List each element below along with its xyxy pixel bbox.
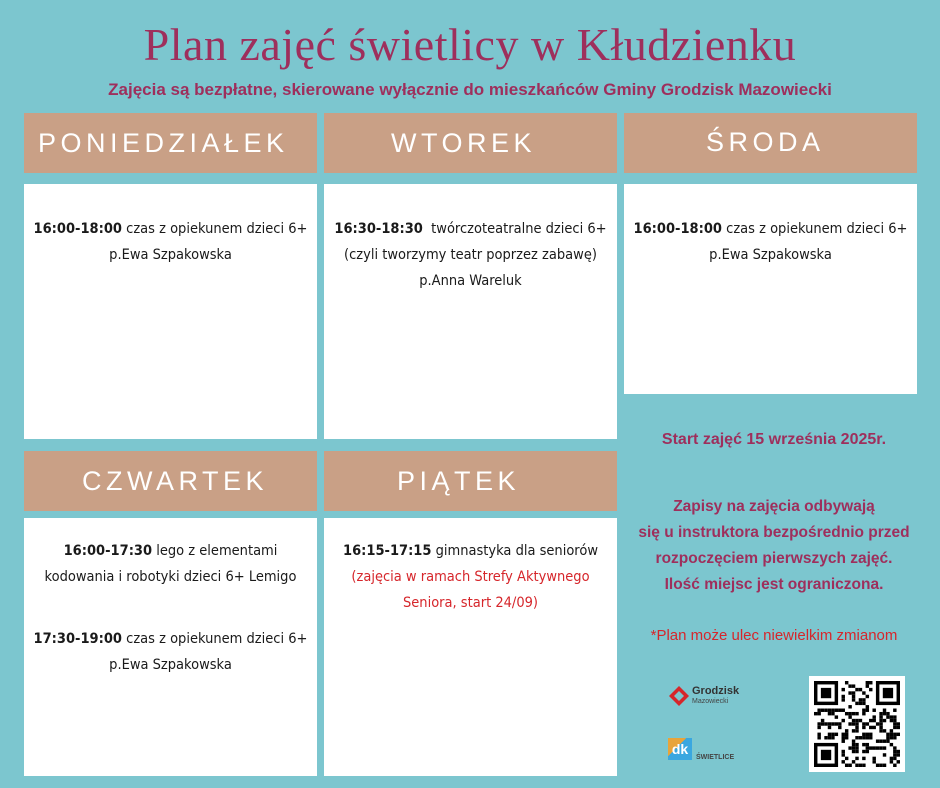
tuesday-card <box>324 184 617 439</box>
tuesday-label: WTOREK <box>391 127 537 158</box>
dk-logo-label: ŚWIETLICE <box>696 754 735 761</box>
entry-time: 16:00-18:00 <box>633 221 722 237</box>
entry-activity: czas z opiekunem dzieci 6+ <box>726 221 908 237</box>
dk-swietlice-logo <box>668 738 748 766</box>
entry-note: Seniora, start 24/09) <box>402 595 539 611</box>
monday-header <box>24 113 317 173</box>
schedule-entry <box>624 216 917 268</box>
friday-card <box>324 518 617 776</box>
schedule-entry <box>324 216 617 294</box>
schedule-entry <box>24 626 317 678</box>
tuesday-header <box>324 113 617 173</box>
entry-time: 16:30-18:30 <box>334 221 423 237</box>
schedule-entry <box>24 216 317 268</box>
enrollment-info <box>624 494 924 598</box>
enrollment-line: Ilość miejsc jest ograniczona. <box>664 576 884 593</box>
grodzisk-emblem-icon <box>668 685 690 707</box>
friday-label: PIĄTEK <box>397 465 521 496</box>
grodzisk-logo-name: Grodzisk <box>692 685 740 697</box>
thursday-header <box>24 451 317 511</box>
entry-activity: twórczoteatralne dzieci 6+ <box>431 221 607 237</box>
entry-extra: (czyli tworzymy teatr poprzez zabawę) <box>344 247 597 263</box>
page-title: Plan zajęć świetlicy w Kłudzienku <box>143 19 797 70</box>
schedule-entry <box>24 538 317 590</box>
entry-note: (zajęcia w ramach Strefy Aktywnego <box>351 569 590 585</box>
dk-mark-icon: dk <box>668 738 692 760</box>
friday-header <box>324 451 617 511</box>
entry-time: 16:00-18:00 <box>33 221 122 237</box>
entry-instructor: p.Ewa Szpakowska <box>109 247 232 263</box>
entry-instructor: p.Ewa Szpakowska <box>709 247 832 263</box>
entry-line2: kodowania i robotyki dzieci 6+ Lemigo <box>44 569 297 585</box>
entry-activity: gimnastyka dla seniorów <box>435 543 598 559</box>
qr-code-icon <box>814 681 900 767</box>
enrollment-line: się u instruktora bezpośrednio przed <box>638 524 910 541</box>
thursday-card <box>24 518 317 776</box>
entry-activity: lego z elementami <box>156 543 278 559</box>
schedule-entry <box>324 538 617 616</box>
start-date-text: Start zajęć 15 września 2025r. <box>661 431 887 448</box>
monday-card <box>24 184 317 439</box>
entry-time: 16:00-17:30 <box>63 543 153 559</box>
qr-code <box>809 676 905 772</box>
grodzisk-logo-sub: Mazowiecki <box>692 698 729 705</box>
grodzisk-logo <box>668 683 758 711</box>
page-subtitle: Zajęcia są bezpłatne, skierowane wyłącznie do mieszkańców Gminy Grodzisk Mazowiecki <box>108 80 832 99</box>
entry-time: 17:30-19:00 <box>33 631 122 647</box>
monday-label: PONIEDZIAŁEK <box>38 127 289 158</box>
wednesday-header <box>624 113 917 173</box>
plan-change-note: *Plan może ulec niewielkim zmianom <box>650 627 898 644</box>
entry-instructor: p.Anna Wareluk <box>419 273 522 289</box>
enrollment-line: Zapisy na zajęcia odbywają <box>673 498 875 515</box>
entry-time: 16:15-17:15 <box>343 543 432 559</box>
entry-instructor: p.Ewa Szpakowska <box>109 657 232 673</box>
entry-activity: czas z opiekunem dzieci 6+ <box>126 631 308 647</box>
wednesday-label: ŚRODA <box>706 127 825 157</box>
wednesday-card <box>624 184 917 394</box>
thursday-label: CZWARTEK <box>82 465 269 496</box>
enrollment-line: rozpoczęciem pierwszych zajęć. <box>655 550 893 567</box>
entry-activity: czas z opiekunem dzieci 6+ <box>126 221 308 237</box>
